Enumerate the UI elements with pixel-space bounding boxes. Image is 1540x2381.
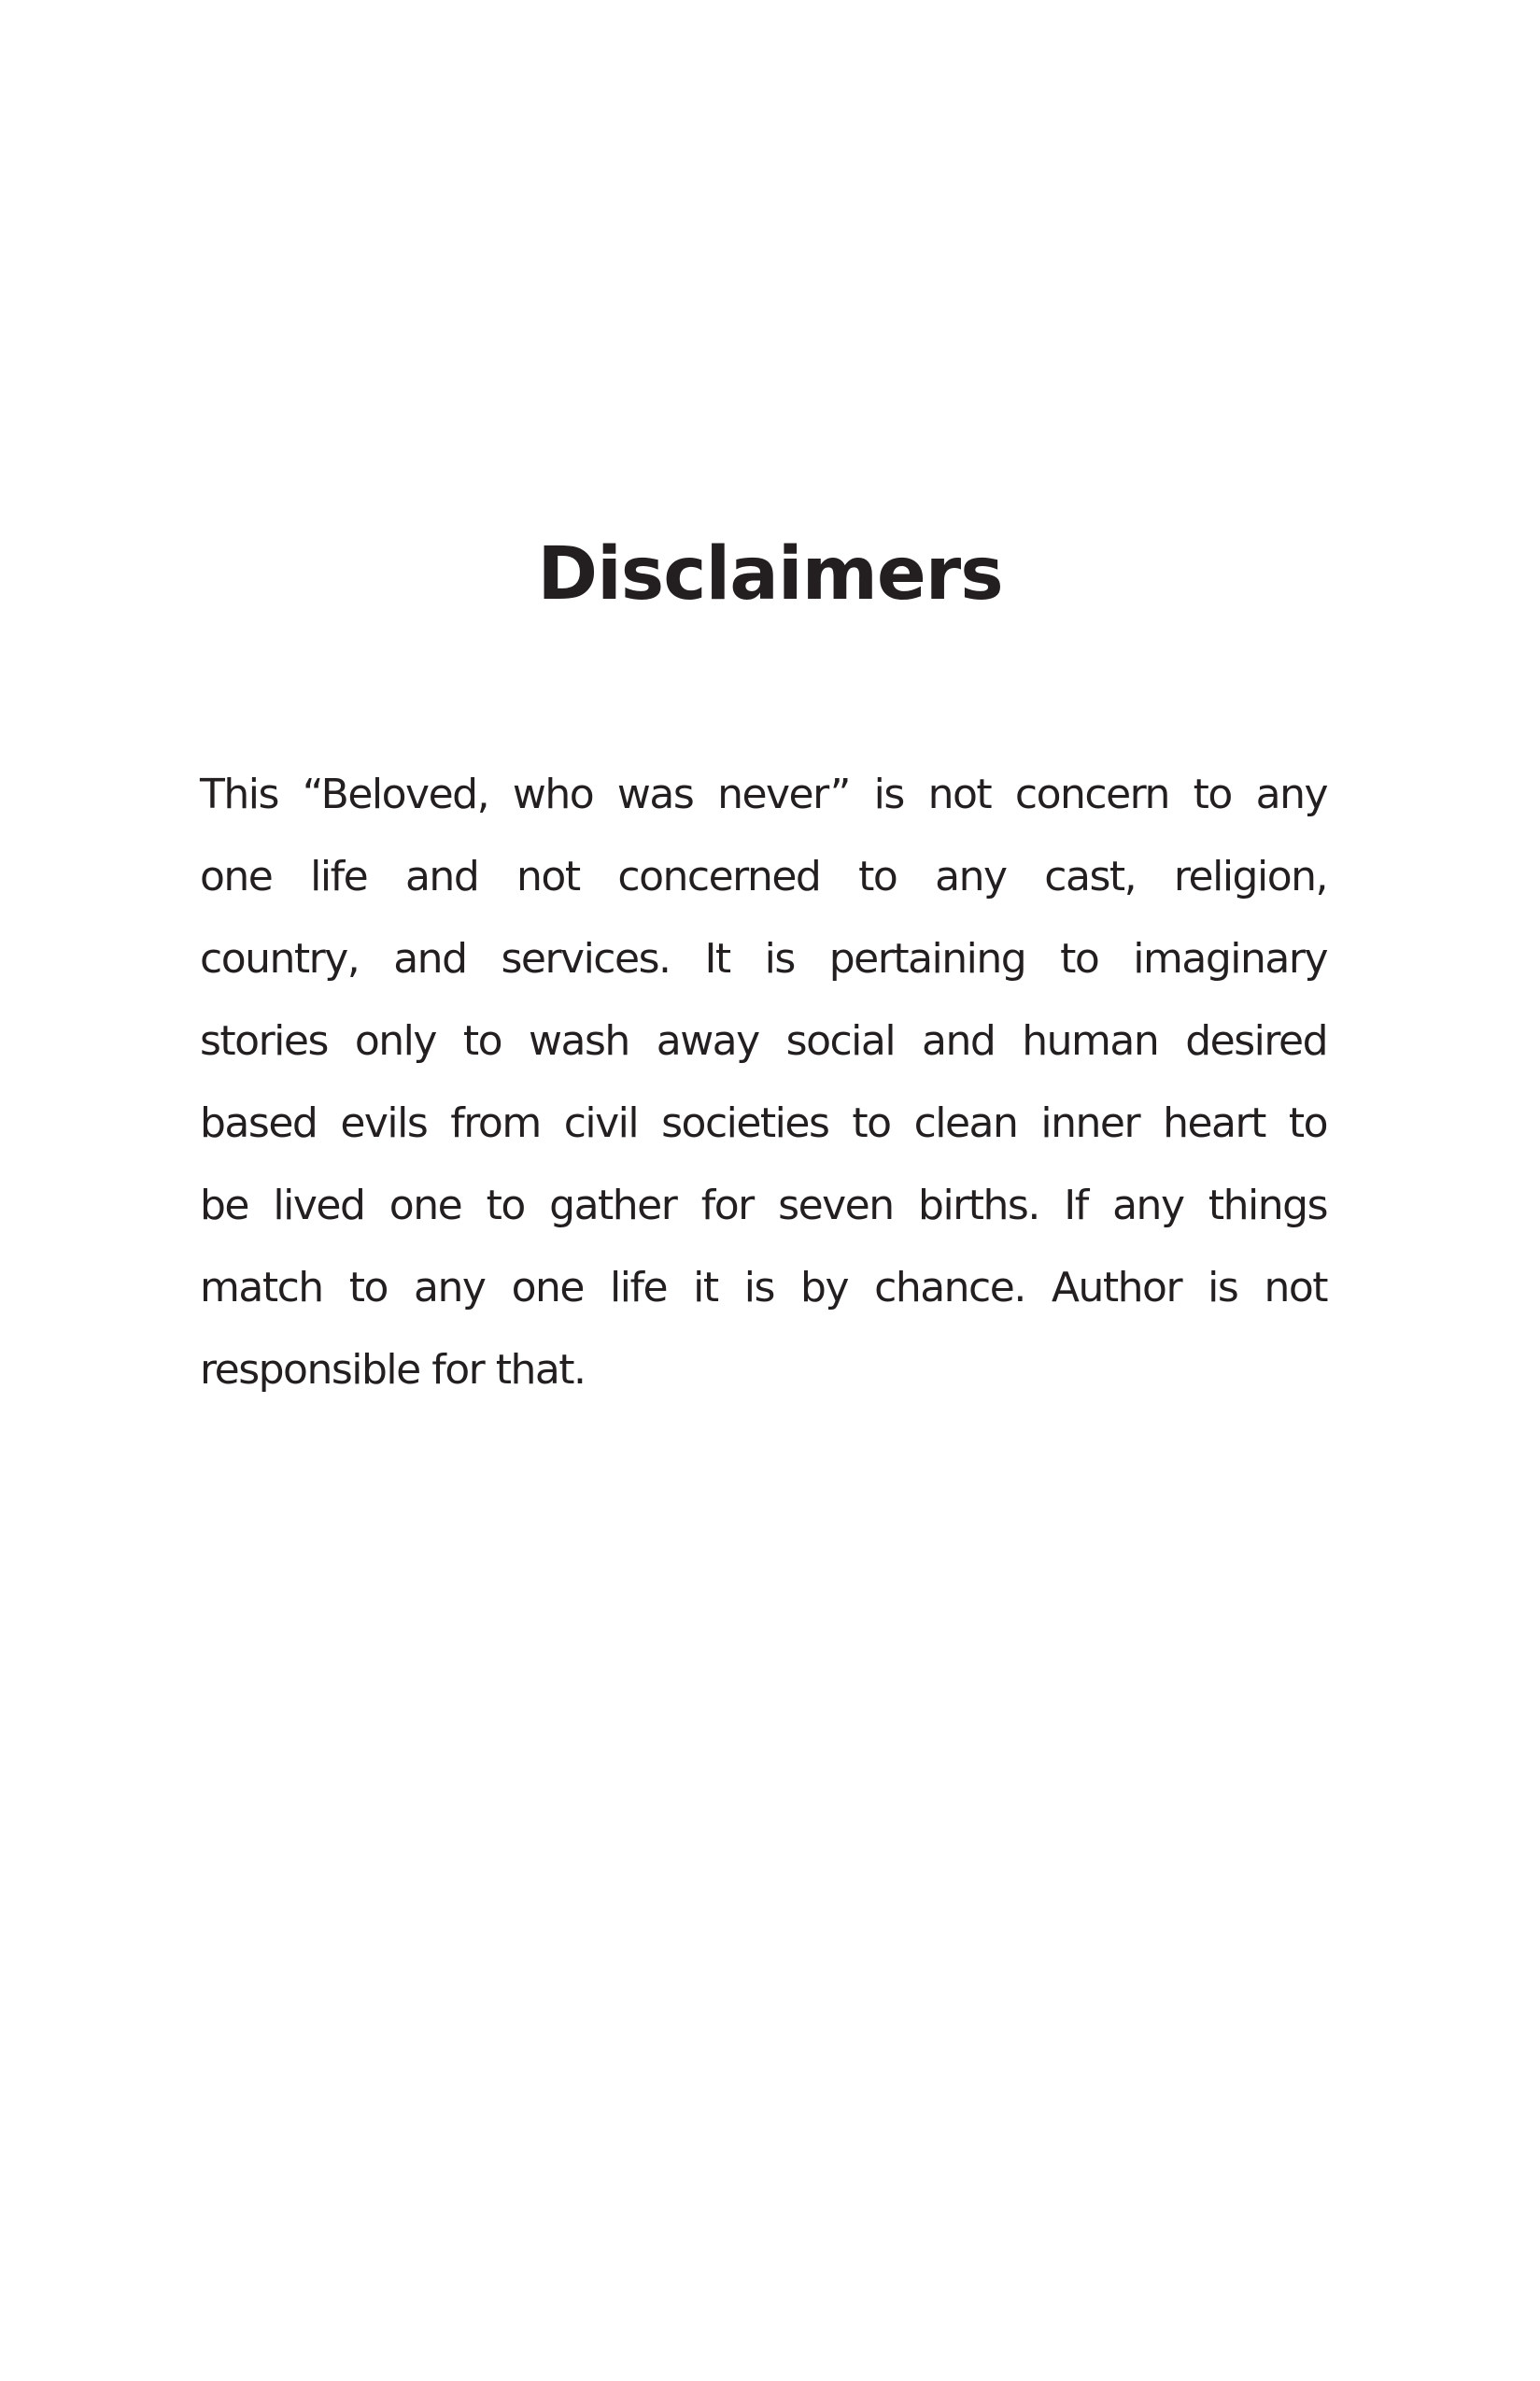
paragraph-line: be lived one to gather for seven births. If any things bbox=[200, 1182, 1327, 1229]
paragraph-line: responsible for that. bbox=[200, 1346, 586, 1394]
disclaimer-paragraph bbox=[200, 754, 1327, 1411]
paragraph-line: one life and not concerned to any cast, religion, bbox=[200, 853, 1327, 900]
paragraph-line: based evils from civil societies to clean inner heart to bbox=[200, 1099, 1327, 1147]
paragraph-line: country, and services. It is pertaining to imaginary bbox=[200, 935, 1327, 983]
paragraph-line: match to any one life it is by chance. Author is not bbox=[200, 1264, 1327, 1311]
page-title: Disclaimers bbox=[537, 532, 1003, 617]
paragraph-line: This “Beloved, who was never” is not concern to any bbox=[200, 771, 1327, 818]
paragraph-line: stories only to wash away social and human desired bbox=[200, 1017, 1327, 1065]
